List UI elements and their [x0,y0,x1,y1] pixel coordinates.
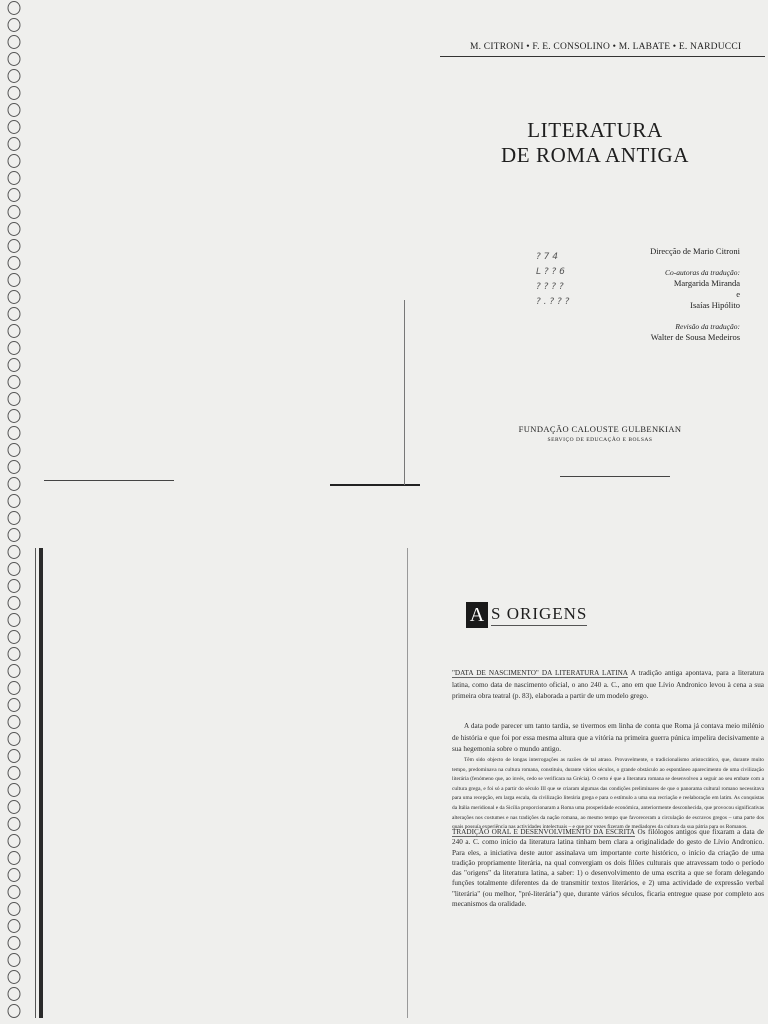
page-fold-mark-lower [407,548,408,1018]
spiral-ring [8,512,20,525]
handwritten-line: ? . ? ? ? [536,297,570,307]
spiral-ring [8,750,20,763]
header-rule [440,56,765,57]
spiral-ring [8,342,20,355]
spiral-ring [8,563,20,576]
spiral-ring [8,903,20,916]
paragraph-late-date: A data pode parecer um tanto tardia, se tivermos em linha de conta que Roma já contava meio milénio de história e que foi por essa mesma altura que a vitória na primeira guerra púnica impelira decisivamente a sua hegemonia sobre o mundo antigo. [452,722,764,753]
spiral-ring [8,886,20,899]
spiral-ring [8,767,20,780]
publisher-block [500,424,700,443]
spiral-ring [8,308,20,321]
spiral-ring [8,138,20,151]
revision-label: Revisão da tradução: [675,322,740,331]
spiral-ring [8,274,20,287]
chapter-heading [466,600,587,630]
title-line-1: LITERATURA [527,118,663,142]
spiral-ring [8,376,20,389]
spiral-ring [8,614,20,627]
paragraph-body: Os filólogos antigos que fixaram a data de 240 a. C. como início da literatura latina tinham bem clara a originalidade do gesto de Lívio Andronico. Para eles, a iniciativa deste autor assinalava um importante corte histórico, o início da criação de uma tradição propriamente literária, na qual convergiam os dois filões culturais que atravessam todo o período das "origens" da literatura latina, a saber: 1) o desenvolvimento de uma escrita a que se foram delegando funções totalmente diferentes da de transmitir textos literários, e 2) uma actividade de expressão verbal "literária" (ou melhor, "pré-literária") que, durante vários séculos, ficaria entregue quase por completo aos mecanismos da oralidade. [452,828,764,909]
handwritten-line: L ? ? 6 [536,267,565,277]
spiral-ring [8,19,20,32]
coauthors-label: Co-autoras da tradução: [665,268,740,277]
spiral-ring [8,359,20,372]
spiral-ring [8,104,20,117]
spiral-ring [8,784,20,797]
title-line-2: DE ROMA ANTIGA [500,143,690,167]
paragraph-body: A tradição antiga apontava, para a literatura latina, como data de nascimento oficial, o ano 240 a. C., ano em que Lívio Andronico levou à cena a sua primeira obra teatral (p. 83), elaborada a partir de um modelo grego. [452,669,764,700]
scan-edge-line-right [560,476,670,477]
spiral-ring [8,801,20,814]
spiral-ring [8,835,20,848]
spiral-ring [8,716,20,729]
spiral-ring [8,70,20,83]
spiral-ring [8,818,20,831]
spiral-ring [8,444,20,457]
page-gutter-edge [35,548,36,1018]
scan-edge-line-left [44,480,174,481]
spiral-ring [8,988,20,1001]
spiral-ring [8,53,20,66]
spiral-ring [8,580,20,593]
spiral-ring [8,1005,20,1018]
handwritten-line: ? 7 4 [536,252,558,262]
paragraph-lead-heading: "DATA DE NASCIMENTO" DA LITERATURA LATINA [452,669,628,677]
spiral-binding [0,0,34,1024]
book-title [450,118,740,168]
spiral-ring [8,869,20,882]
coauthor-name: Margarida Miranda [673,278,740,288]
reviser-name: Walter de Sousa Medeiros [650,332,740,342]
page-gutter-shadow [39,548,43,1018]
conjunction: e [736,289,740,299]
spiral-ring [8,495,20,508]
spiral-ring [8,529,20,542]
spiral-ring [8,971,20,984]
spiral-ring [8,665,20,678]
spiral-ring [8,427,20,440]
spiral-ring [8,325,20,338]
spiral-ring [8,937,20,950]
spiral-ring [8,920,20,933]
spiral-ring [8,648,20,661]
spiral-ring [8,257,20,270]
paragraph-reasons-small: Têm sido objecto de longas interrogações as razões de tal atraso. Provavelmente, o tradicionalismo aristocrático, que, durante muito tempo, predominava na cultura romana, constituiu, durante vários séculos, o grande obstáculo ao espontâneo aparecimento de uma civilização literária (fenómeno que, ao invés, cedo se verificara na Grécia). O certo é que a literatura romana se desenvolveu a seguir ao seu embate com a cultura grega, e foi só a partir do século III que se criaram algumas das condições preliminares de que o panorama cultural romano necessitava para uma recepção, em larga escala, da civilização literária grega e para o estímulo a uma sua recriação e reelaboração em latim. As conquistas da Itália meridional e da Sicília proporcionaram a Roma uma prosperidade económica, anteriormente desconhecida, que provocou significativas alterações nos costumes e nas tradições da nação romana, ao mesmo tempo que favoreceram a circulação de escravos gregos – uma parte dos quais possuía experiência nas actividades intelectuais – e que por vezes fizeram de mediadores da cultura da sua pátria para os Romanos. [452,757,764,831]
paragraph-lead-heading: TRADIÇÃO ORAL E DESENVOLVIMENTO DA ESCRITA [452,828,635,836]
spiral-ring [8,393,20,406]
publisher-service: SERVIÇO DE EDUCAÇÃO E BOLSAS [547,437,653,443]
spiral-ring [8,546,20,559]
spiral-ring [8,291,20,304]
spiral-ring [8,410,20,423]
spiral-ring [8,206,20,219]
spiral-ring [8,240,20,253]
spiral-ring [8,461,20,474]
direction-credit: Direcção de Mario Citroni [650,246,740,256]
spiral-ring [8,852,20,865]
spiral-ring [8,223,20,236]
spiral-ring [8,699,20,712]
spiral-ring [8,172,20,185]
author-list: M. CITRONI • F. E. CONSOLINO • M. LABATE • E. NARDUCCI [470,42,742,52]
coauthor-name: Isaías Hipólito [690,300,740,310]
publisher-name: FUNDAÇÃO CALOUSTE GULBENKIAN [518,424,682,434]
spiral-ring [8,2,20,15]
spiral-ring [8,597,20,610]
spiral-ring [8,121,20,134]
spiral-ring [8,155,20,168]
paragraph-birth-date [452,668,764,703]
spiral-ring [8,36,20,49]
spiral-ring [8,87,20,100]
page-fold-mark [404,300,405,485]
credits-block [560,246,740,343]
spiral-ring [8,478,20,491]
spiral-ring [8,733,20,746]
chapter-heading-text: S ORIGENS [491,604,587,626]
spiral-ring [8,189,20,202]
spiral-ring [8,954,20,967]
chapter-drop-letter: A [466,602,488,628]
paragraph-oral-tradition [452,827,764,909]
spiral-ring [8,631,20,644]
handwritten-line: ? ? ? ? [536,282,564,292]
spiral-ring [8,682,20,695]
scan-edge-line-center [330,484,420,486]
